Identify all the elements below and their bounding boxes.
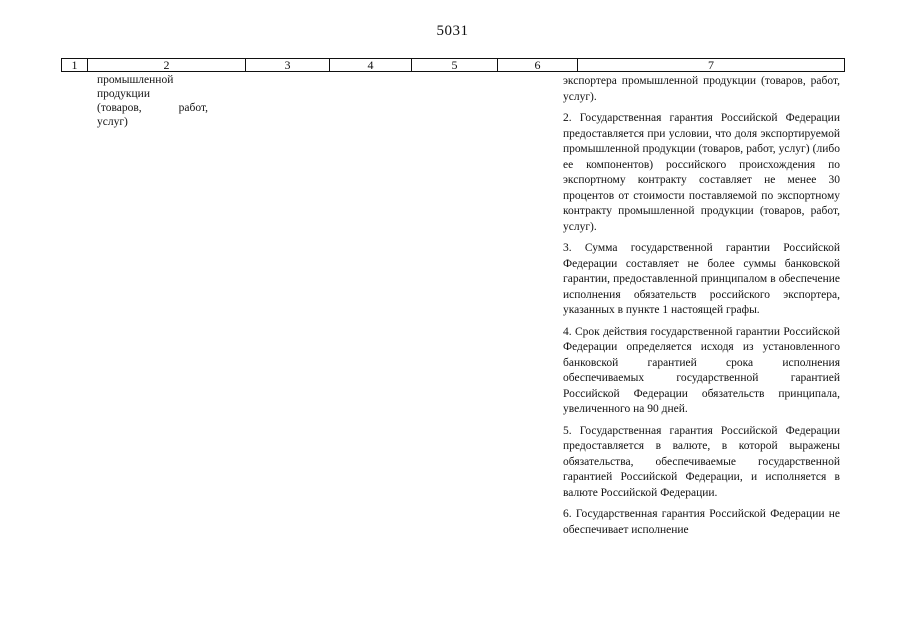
- page-number: 5031: [436, 23, 469, 39]
- column-2-word: работ,: [178, 102, 208, 114]
- column-2-line: услуг): [97, 116, 128, 128]
- column-number-header: [61, 58, 845, 72]
- column-number-3: 3: [246, 59, 330, 72]
- column-2-text: [97, 73, 208, 129]
- column-7-paragraph: 6. Государственная гарантия Российской Федерации не обеспечивает исполнение: [563, 508, 840, 536]
- column-number-2: 2: [88, 59, 246, 72]
- column-7-paragraph: 4. Срок действия государственной гарантии Российской Федерации определяется исходя из установленного банковской гарантией срока исполнения обеспечиваемых государственной гарантией Российской Федерации обязательств принципала, увеличенного на 90 дней.: [563, 325, 840, 415]
- column-number-4: 4: [330, 59, 412, 72]
- column-number-6: 6: [498, 59, 578, 72]
- column-2-line: [97, 101, 208, 115]
- column-7-paragraph: 2. Государственная гарантия Российской Федерации предоставляется при условии, что доля экспортируемой промышленной продукции (товаров, работ, услуг) (либо ее компонентов) российского происхождения по экспортному контракту составляет не менее 30 процентов от стоимости поставляемой по экспортному контракту промышленной продукции (товаров, работ, услуг).: [563, 112, 840, 233]
- column-7-paragraph: 5. Государственная гарантия Российской Федерации предоставляется в валюте, в которой выражены обязательства, обеспечиваемые государственной гарантией Российской Федерации, и исполняется в валюте Российской Федерации.: [563, 424, 840, 499]
- column-2-word: (товаров,: [97, 102, 142, 114]
- column-number-7: 7: [578, 59, 845, 72]
- column-7-text: [563, 74, 840, 544]
- column-2-line: продукции: [97, 88, 150, 100]
- column-7-paragraph: 3. Сумма государственной гарантии Российской Федерации составляет не более суммы банковской гарантии, предоставленной принципалом в обеспечение исполнения обязательств российского экспортера, указанных в пункте 1 настоящей графы.: [563, 242, 840, 316]
- column-7-paragraph: экспортера промышленной продукции (товаров, работ, услуг).: [563, 75, 840, 103]
- column-2-line: промышленной: [97, 74, 174, 86]
- column-number-5: 5: [412, 59, 498, 72]
- column-number-1: 1: [62, 59, 88, 72]
